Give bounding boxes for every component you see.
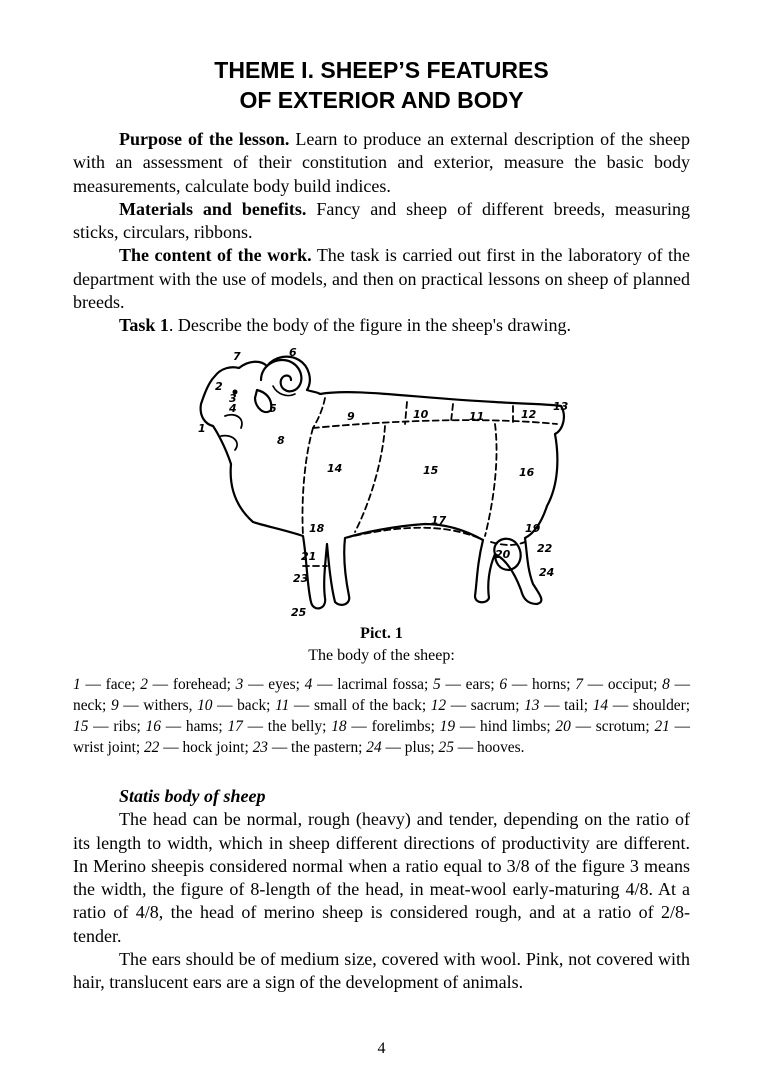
purpose-paragraph xyxy=(73,128,690,198)
legend-text: — hock joint; xyxy=(159,739,253,756)
legend-text: — small of the back; xyxy=(289,697,431,714)
sheep-body-diagram xyxy=(195,346,575,621)
legend-text: — tail; xyxy=(539,697,593,714)
materials-text: Fancy and sheep of different breeds, measuring sticks, circulars, ribbons. xyxy=(73,198,691,243)
intro-section xyxy=(73,128,690,338)
label-20: 20 xyxy=(495,548,511,561)
legend-text: — ears; xyxy=(440,676,500,693)
materials-label: Materials and benefits. xyxy=(119,198,307,219)
legend-text: — forehead; xyxy=(147,676,236,693)
purpose-text: Learn to produce an external description of the sheep with an assessment of their constitution and exterior, measure the basic body measurements, calculate body build indices. xyxy=(73,129,691,196)
region-labels xyxy=(198,346,569,619)
legend-text: — lacrimal fossa; xyxy=(312,676,434,693)
horn-spiral xyxy=(261,360,301,391)
legend-number: 25 xyxy=(438,739,454,756)
legend-text: — face; xyxy=(80,676,141,693)
legend-number: 20 xyxy=(555,718,571,735)
label-14: 14 xyxy=(327,462,343,475)
legend-number: 6 xyxy=(499,676,508,693)
legend-text: — back; xyxy=(212,697,276,714)
label-1: 1 xyxy=(198,422,206,435)
label-17: 17 xyxy=(431,514,447,527)
label-7: 7 xyxy=(233,350,241,363)
legend-text: — neck; xyxy=(73,676,690,714)
label-6: 6 xyxy=(289,346,297,359)
legend-number: 16 xyxy=(145,718,161,735)
figure-legend xyxy=(73,674,690,758)
legend-text: — hams; xyxy=(160,718,228,735)
label-23: 23 xyxy=(293,572,309,585)
materials-paragraph xyxy=(73,198,690,245)
legend-text: — plus; xyxy=(381,739,439,756)
content-text: The task is carried out first in the laboratory of the department with the use of models, and then on practical lessons on sheep of planned breeds. xyxy=(73,245,690,313)
legend-number: 11 xyxy=(275,697,290,714)
legend-text: — shoulder; xyxy=(608,697,691,714)
task-text: . Describe the body of the figure in the sheep's drawing. xyxy=(168,315,572,336)
legend-number: 21 xyxy=(654,718,670,735)
legend-number: 10 xyxy=(197,697,213,714)
legend-number: 4 xyxy=(304,676,313,693)
legend-number: 8 xyxy=(662,676,670,693)
statis-section xyxy=(73,785,690,995)
figure-caption-subtitle: The body of the sheep: xyxy=(308,647,455,664)
label-10: 10 xyxy=(413,408,429,421)
legend-number: 23 xyxy=(252,739,268,756)
page-number: 4 xyxy=(377,1040,386,1057)
label-22: 22 xyxy=(537,542,553,555)
legend-number: 24 xyxy=(366,739,382,756)
legend-text: — withers, xyxy=(118,697,198,714)
section-paragraph-2: The ears should be of medium size, covered with wool. Pink, not covered with hair, translucent ears are a sign of the development of animals. xyxy=(73,949,690,993)
theme-title-line-2: OF EXTERIOR AND BODY xyxy=(239,87,524,113)
legend-text: — sacrum; xyxy=(446,697,525,714)
legend-number: 19 xyxy=(439,718,456,735)
label-21: 21 xyxy=(301,550,317,563)
legend-number: 17 xyxy=(227,718,243,735)
label-19: 19 xyxy=(525,522,541,535)
legend-text: — horns; xyxy=(507,676,576,693)
label-2: 2 xyxy=(215,380,223,393)
purpose-label: Purpose of the lesson. xyxy=(119,129,290,149)
task-paragraph xyxy=(73,314,690,337)
legend-text: — the belly; xyxy=(242,718,332,735)
legend-number: 5 xyxy=(433,676,441,693)
label-13: 13 xyxy=(553,400,569,413)
legend-text: — forelimbs; xyxy=(346,718,440,735)
label-25: 25 xyxy=(291,606,307,619)
label-12: 12 xyxy=(521,408,537,421)
region-boundaries xyxy=(302,398,557,566)
label-16: 16 xyxy=(519,466,535,479)
legend-number: 1 xyxy=(73,676,81,693)
label-4: 4 xyxy=(229,402,237,415)
label-5: 5 xyxy=(269,402,277,415)
legend-number: 2 xyxy=(140,676,148,693)
legend-number: 3 xyxy=(235,676,244,693)
legend-number: 14 xyxy=(592,697,609,714)
legend-text: — hind limbs; xyxy=(455,718,556,735)
legend-number: 18 xyxy=(331,718,347,735)
legend-text: — occiput; xyxy=(582,676,663,693)
section-heading xyxy=(73,785,690,808)
legend-number: 15 xyxy=(73,718,89,735)
legend-text: — scrotum; xyxy=(570,718,655,735)
legend-text: — wrist joint; xyxy=(73,718,691,756)
legend-number: 7 xyxy=(575,676,583,693)
label-18: 18 xyxy=(309,522,325,535)
legend-number: 9 xyxy=(110,697,119,714)
legend-number: 22 xyxy=(143,739,160,756)
section-paragraph-1: The head can be normal, rough (heavy) and tender, depending on the ratio of its length to width, which in sheep different directions of productivity are different. In Merino sheepis considered normal when a ratio equal to 3/8 of the figure 3 means the width, the figure of 8-length of the head, in meat-wool early-maturing 4/8. At a ratio of 4/8, the head of merino sheep is considered rough, and at a ratio of 2/8-tender. xyxy=(73,809,690,946)
legend-number: 12 xyxy=(430,697,447,714)
label-15: 15 xyxy=(423,464,439,477)
content-paragraph xyxy=(73,244,690,314)
task-label: Task 1 xyxy=(119,315,169,336)
section-heading-text: Statis body of sheep xyxy=(119,786,266,806)
legend-text: — ribs; xyxy=(88,718,146,735)
figure-caption-title: Pict. 1 xyxy=(360,625,403,642)
legend-number: 13 xyxy=(524,697,540,714)
legend-text: — eyes; xyxy=(243,676,305,693)
label-11: 11 xyxy=(469,410,485,423)
content-label: The content of the work. xyxy=(119,245,312,266)
legend-text: — hooves. xyxy=(453,739,525,756)
legend-text: — the pastern; xyxy=(267,739,367,756)
label-8: 8 xyxy=(277,434,285,447)
label-9: 9 xyxy=(347,410,355,423)
label-3: 3 xyxy=(229,392,237,405)
label-24: 24 xyxy=(539,566,555,579)
theme-title-line-1: THEME I. SHEEP’S FEATURES xyxy=(214,57,549,83)
